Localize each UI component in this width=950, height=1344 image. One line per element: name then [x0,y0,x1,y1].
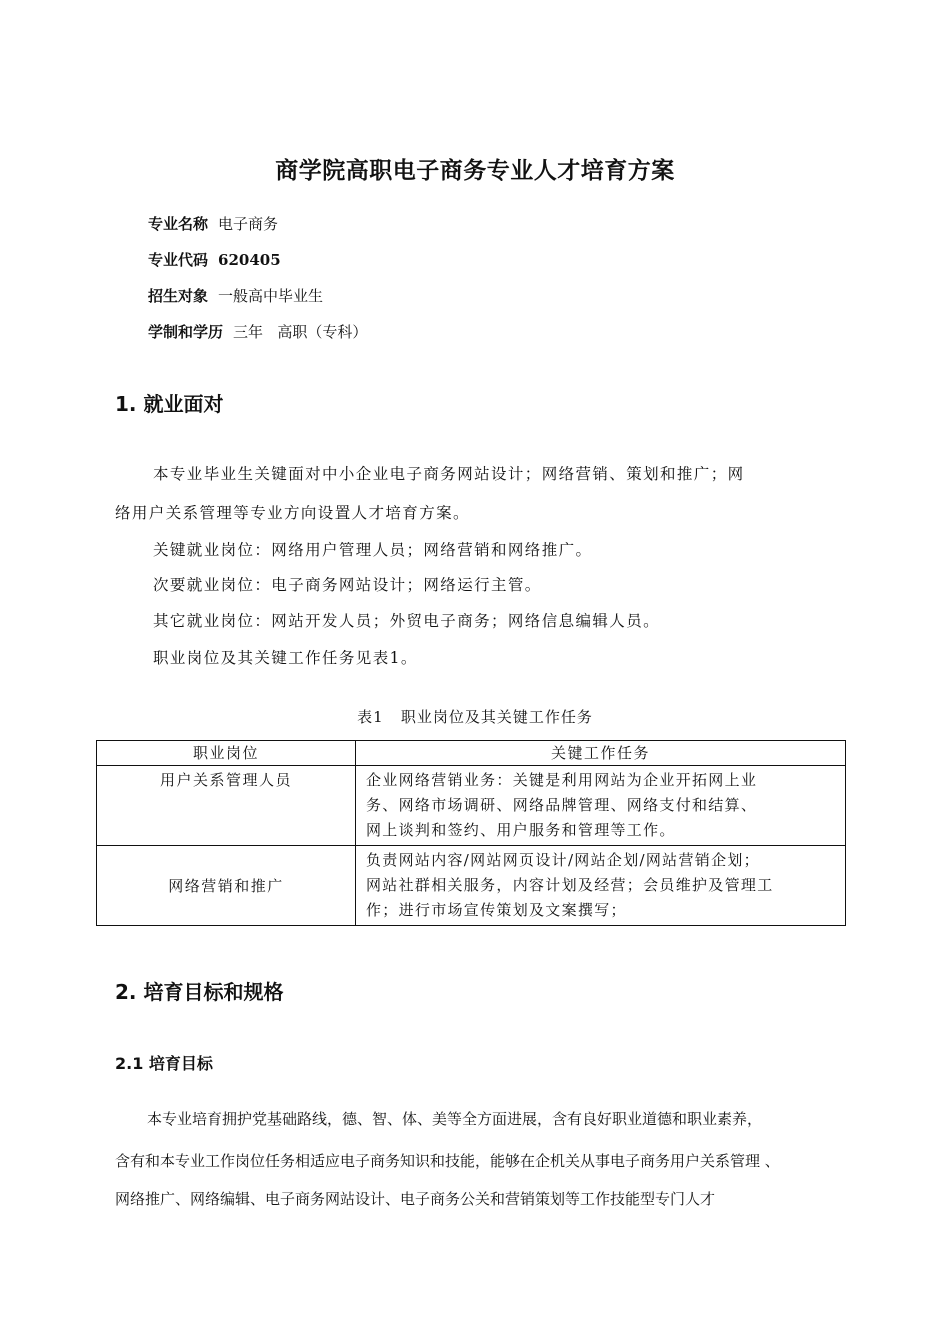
meta-value: 一般高中毕业生 [218,287,324,305]
section-heading-employment: 1. 就业面对 [115,392,224,416]
paragraph-line: 网络推广、网络编辑、电子商务网站设计、电子商务公关和营销策划等工作技能型专门人才 [115,1190,716,1208]
paragraph-line: 其它就业岗位：网站开发人员；外贸电子商务；网络信息编辑人员。 [153,612,661,630]
meta-value: 620405 [218,251,281,269]
table-header-cell: 职业岗位 [97,741,356,766]
table-header-cell: 关键工作任务 [356,741,846,766]
paragraph-line: 本专业培育拥护党基础路线，德、智、体、美等全方面进展，含有良好职业道德和职业素养， [147,1110,763,1128]
paragraph-line: 关键就业岗位：网络用户管理人员；网络营销和网络推广。 [153,541,593,559]
job-task-table [96,740,846,926]
paragraph-line: 含有和本专业工作岗位任务相适应电子商务知识和技能，能够在企机关从事电子商务用户关系管理 、 [115,1152,780,1170]
meta-key: 招生对象 [148,287,209,305]
meta-key: 专业代码 [148,251,209,269]
table-row [97,846,846,926]
paragraph-line: 本专业毕业生关键面对中小企业电子商务网站设计；网络营销、策划和推广；网 [153,465,745,483]
table-cell-tasks [356,846,846,926]
paragraph-line: 次要就业岗位：电子商务网站设计；网络运行主管。 [153,576,542,594]
table-cell-tasks [356,766,846,846]
meta-major-code [148,250,281,270]
task-line: 企业网络营销业务：关键是利用网站为企业开拓网上业 [366,771,758,789]
meta-duration [148,322,367,342]
table-header-row [97,741,846,766]
task-line: 务、网络市场调研、网络品牌管理、网络支付和结算、 [366,796,758,814]
paragraph-line: 职业岗位及其关键工作任务见表1。 [153,649,418,667]
task-line: 网站社群相关服务，内容计划及经营；会员维护及管理工 [366,876,774,894]
section-heading-training-goals: 2. 培育目标和规格 [115,980,284,1004]
subsection-heading-training-objective: 2.1 培育目标 [115,1054,213,1073]
table-cell-role: 网络营销和推广 [97,846,356,926]
meta-key: 专业名称 [148,215,209,233]
task-line: 网上谈判和签约、用户服务和管理等工作。 [366,821,676,839]
meta-key: 学制和学历 [148,323,224,341]
task-line: 负责网站内容/网站网页设计/网站企划/网站营销企划； [366,851,760,869]
meta-value: 三年 高职（专科） [233,323,368,341]
table-cell-role: 用户关系管理人员 [97,766,356,846]
meta-enrollment [148,286,323,306]
table-caption: 表1 职业岗位及其关键工作任务 [357,708,593,726]
table-row [97,766,846,846]
document-title: 商学院高职电子商务专业人才培育方案 [275,158,675,184]
meta-major-name [148,214,278,234]
paragraph-line: 络用户关系管理等专业方向设置人才培育方案。 [115,504,470,522]
task-line: 作；进行市场宣传策划及文案撰写； [366,901,627,919]
meta-value: 电子商务 [218,215,279,233]
